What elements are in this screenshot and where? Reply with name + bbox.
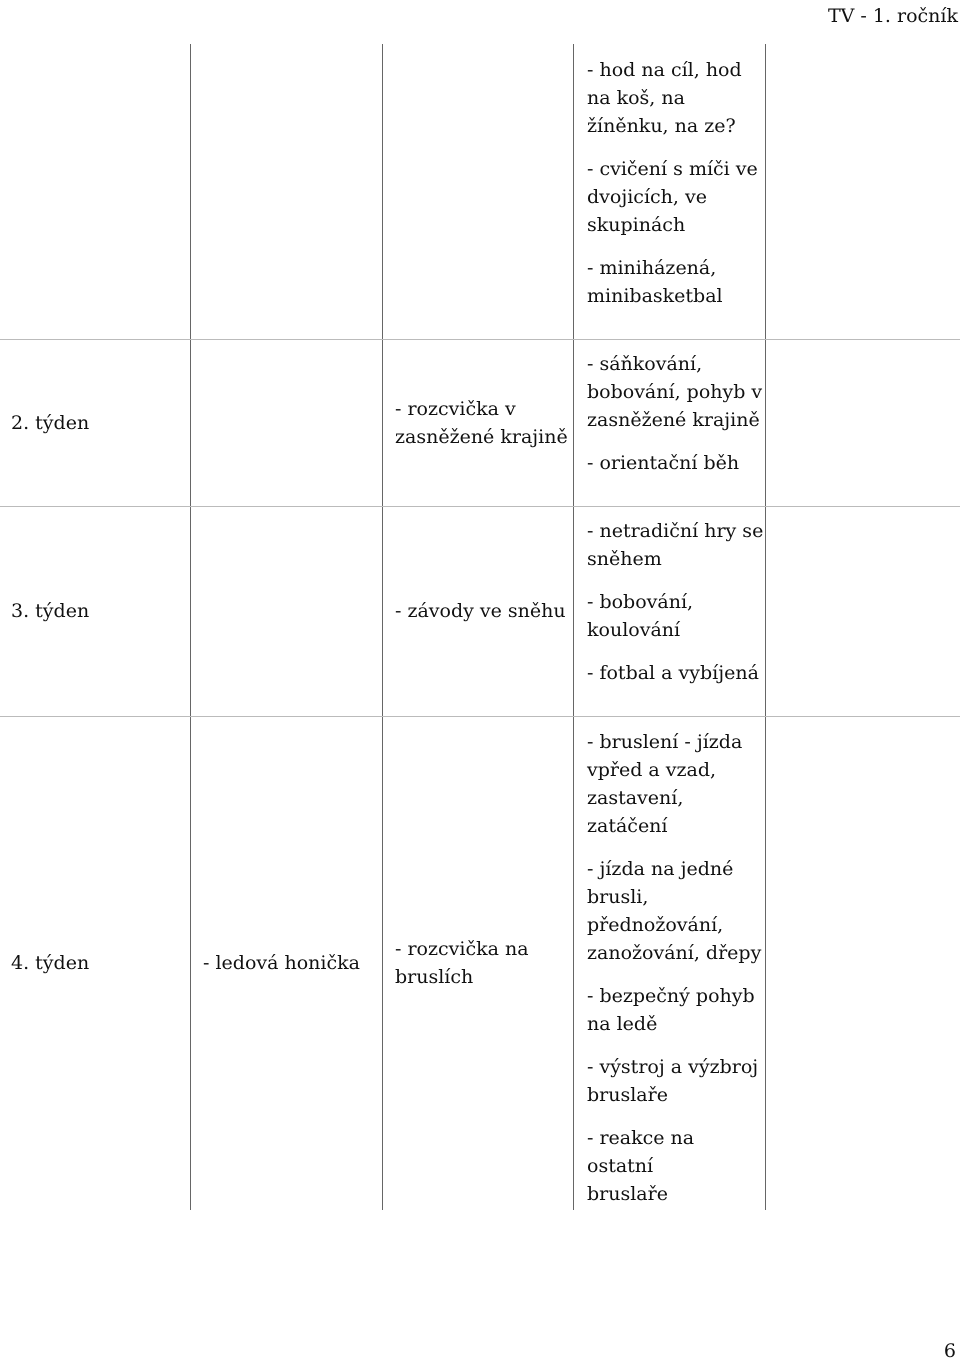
activity-item: - netradiční hry se sněhem [587, 520, 764, 570]
activity-label: - rozcvička v zasněžené krajině [395, 397, 568, 448]
activity-item: - orientační běh [587, 452, 740, 474]
column-divider [765, 44, 766, 1210]
column-divider [190, 44, 191, 1210]
activity-label: - ledová honička [203, 952, 360, 974]
activity-cell [395, 339, 570, 506]
week-cell [11, 506, 186, 716]
activity-item: - bezpečný pohyb na ledě [587, 985, 755, 1035]
table-row [587, 350, 765, 492]
week-cell [11, 339, 186, 506]
activity-item: - fotbal a vybíjená [587, 662, 759, 684]
activity-cell [395, 506, 570, 716]
activity-item: - bruslení - jízda vpřed a vzad, zastavení, zatáčení [587, 731, 743, 837]
activity-cell [203, 716, 378, 1210]
activity-item: - reakce na ostatní bruslaře [587, 1127, 695, 1205]
week-label: 3. týden [11, 600, 90, 622]
activity-cell [395, 716, 570, 1210]
activity-item: - bobování, koulování [587, 591, 694, 641]
activity-label: - rozcvička na bruslích [395, 938, 529, 988]
table-row [587, 728, 765, 1223]
week-label: 2. týden [11, 411, 90, 434]
page-number: 6 [943, 1340, 956, 1362]
activity-item: - cvičení s míči ve dvojicích, ve skupinách [587, 158, 758, 236]
week-label: 4. týden [11, 952, 90, 974]
activity-item: - miniházená, minibasketbal [587, 257, 723, 307]
document-header: TV - 1. ročník [827, 5, 958, 27]
activity-item: - jízda na jedné brusli, přednožování, zanožování, dřepy [587, 858, 762, 964]
table-row [587, 517, 765, 702]
activity-item: - hod na cíl, hod na koš, na žíněnku, na ze? [587, 59, 742, 137]
column-divider [382, 44, 383, 1210]
activity-item: - sáňkování, bobování, pohyb v zasněžené krajině [587, 353, 763, 431]
column-divider [573, 44, 574, 1210]
table-row [587, 56, 765, 325]
week-cell [11, 716, 186, 1210]
activity-label: - závody ve sněhu [395, 600, 566, 622]
activity-item: - výstroj a výzbroj bruslaře [587, 1056, 759, 1106]
